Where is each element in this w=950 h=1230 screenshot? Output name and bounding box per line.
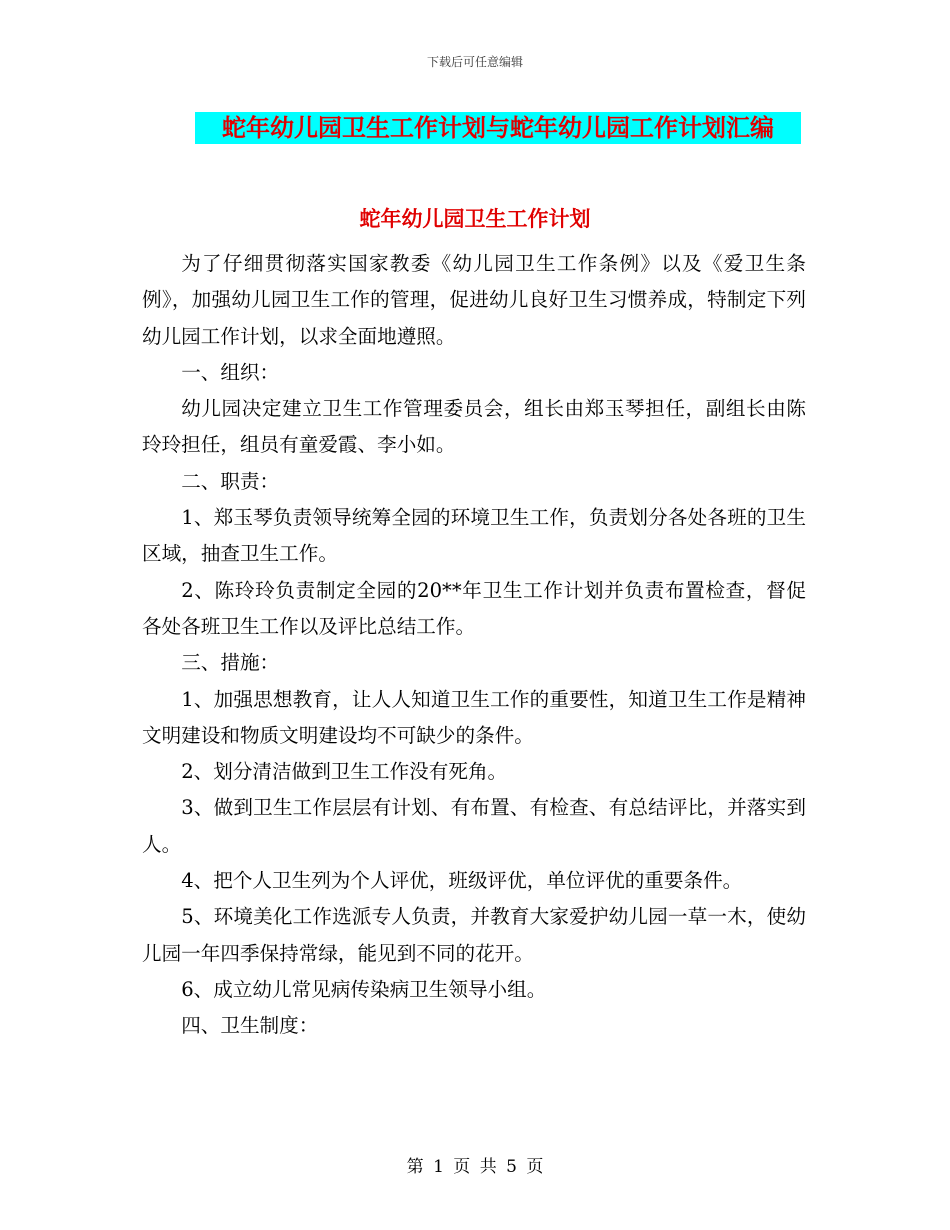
- paragraph-measure-2: 2、划分清洁做到卫生工作没有死角。: [181, 760, 508, 784]
- paragraph-measure-1: 1、加强思想教育，让人人知道卫生工作的重要性，知道卫生工作是精神文明建设和物质文明建设均不可缺少的条件。: [142, 687, 806, 747]
- paragraph-duty-2: 2、陈玲玲负责制定全园的20**年卫生工作计划并负责布置检查，督促各处各班卫生工作以及评比总结工作。: [142, 578, 806, 638]
- heading-duties: 二、职责：: [181, 469, 280, 493]
- section-title: 蛇年幼儿园卫生工作计划: [359, 207, 591, 231]
- paragraph-measure-4: 4、把个人卫生列为个人评优，班级评优，单位评优的重要条件。: [181, 869, 743, 893]
- paragraph-measure-3: 3、做到卫生工作层层有计划、有布置、有检查、有总结评比，并落实到人。: [142, 796, 806, 856]
- header-note: 下载后可任意编辑: [426, 55, 523, 69]
- paragraph-measure-6: 6、成立幼儿常见病传染病卫生领导小组。: [181, 977, 547, 1001]
- paragraph-duty-1: 1、郑玉琴负责领导统筹全园的环境卫生工作，负责划分各处各班的卫生区域，抽查卫生工作。: [142, 506, 806, 566]
- page-footer: 第 1 页 共 5 页: [406, 1157, 544, 1177]
- heading-hygiene-rules: 四、卫生制度：: [181, 1014, 319, 1038]
- paragraph-measure-5: 5、环境美化工作选派专人负责，并教育大家爱护幼儿园一草一木，使幼儿园一年四季保持常绿，能见到不同的花开。: [142, 905, 806, 965]
- document-body: [142, 246, 806, 1045]
- heading-measures: 三、措施：: [181, 651, 280, 675]
- heading-organization: 一、组织：: [181, 360, 280, 384]
- document-title: 蛇年幼儿园卫生工作计划与蛇年幼儿园工作计划汇编: [195, 112, 801, 144]
- paragraph-intro: 为了仔细贯彻落实国家教委《幼儿园卫生工作条例》以及《爱卫生条例》，加强幼儿园卫生工作的管理，促进幼儿良好卫生习惯养成，特制定下列幼儿园工作计划，以求全面地遵照。: [142, 252, 806, 348]
- paragraph-organization: 幼儿园决定建立卫生工作管理委员会，组长由郑玉琴担任，副组长由陈玲玲担任，组员有童爱霞、李小如。: [142, 397, 806, 457]
